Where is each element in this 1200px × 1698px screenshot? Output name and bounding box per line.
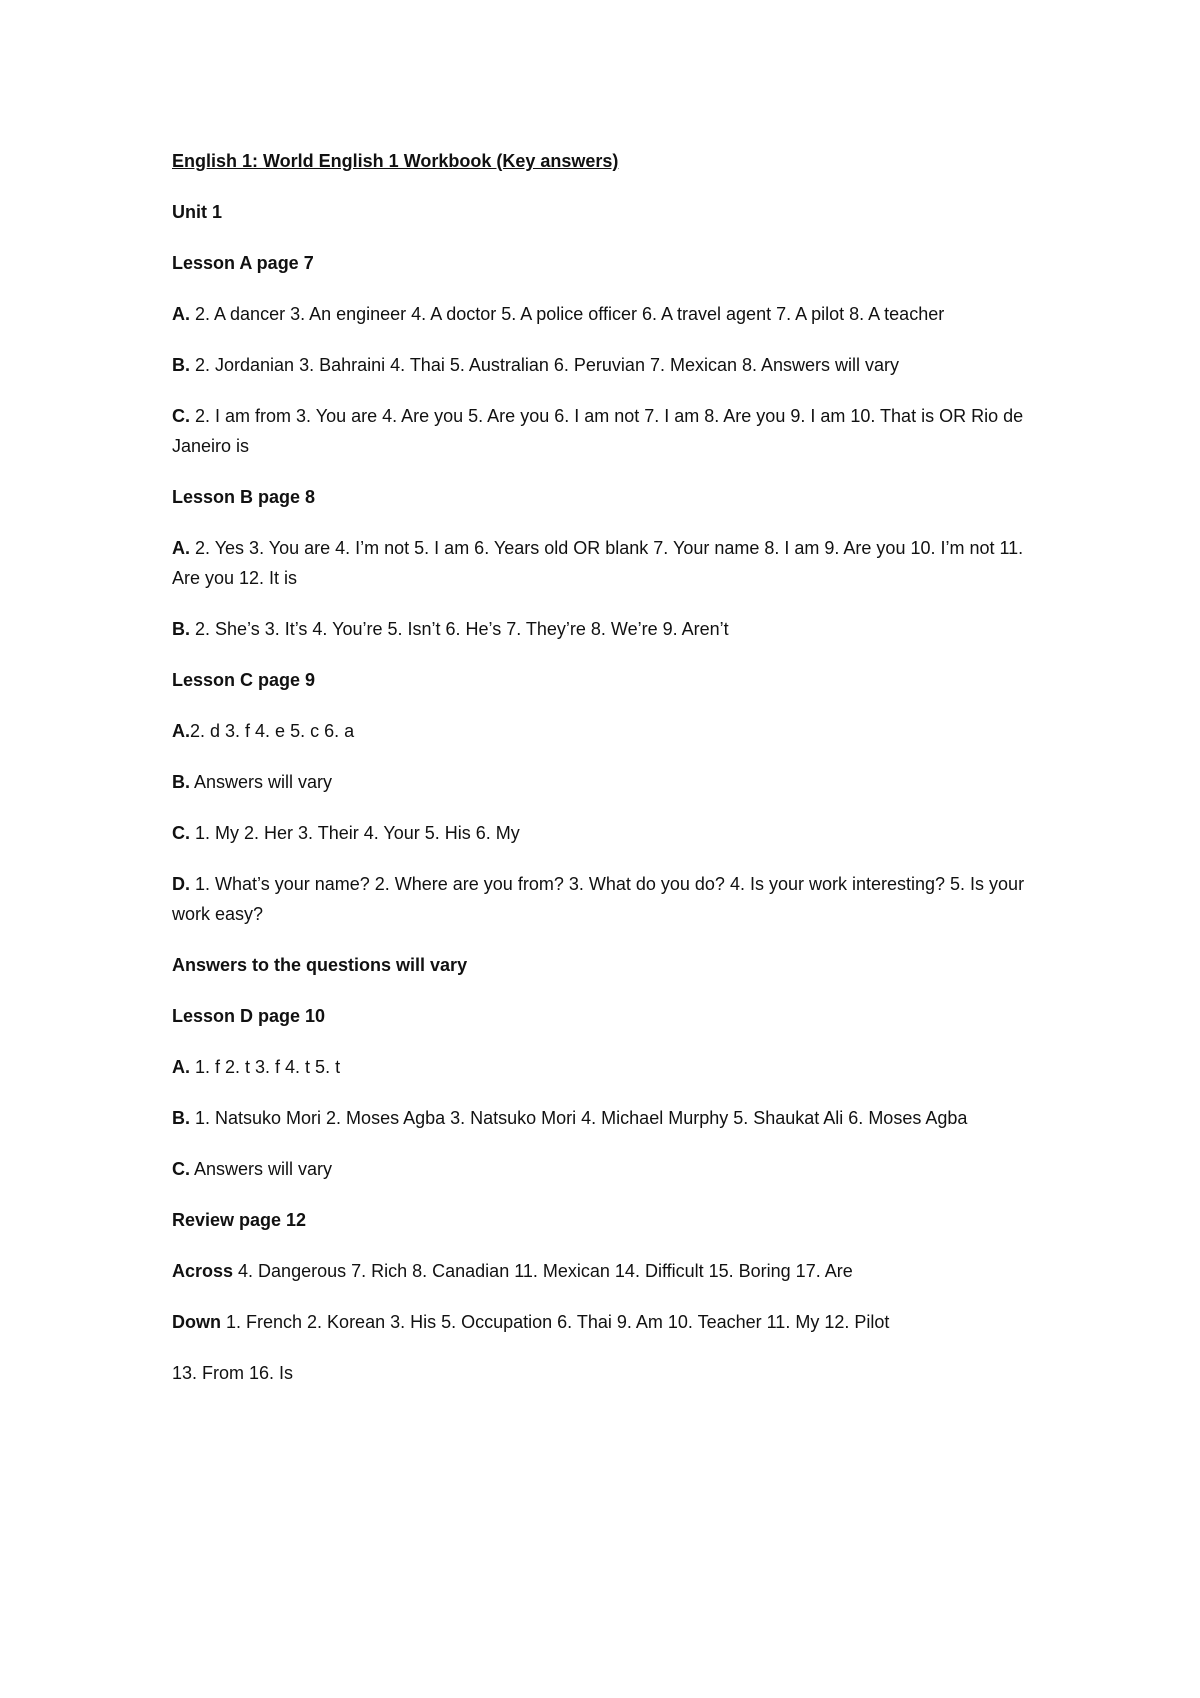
lesson-c-answer-b: B. Answers will vary bbox=[172, 772, 333, 792]
lesson-c-note: Answers to the questions will vary bbox=[172, 955, 468, 975]
answer-key-page bbox=[172, 146, 1042, 1409]
unit-heading: Unit 1 bbox=[172, 202, 223, 222]
lesson-c-answer-a: A.2. d 3. f 4. e 5. c 6. a bbox=[172, 721, 355, 741]
lesson-c-answer-d: D. 1. What’s your name? 2. Where are you from? 3. What do you do? 4. Is your work interesting? 5. Is your work easy? bbox=[172, 874, 1025, 924]
lesson-c-heading: Lesson C page 9 bbox=[172, 670, 316, 690]
lesson-c-answer-c: C. 1. My 2. Her 3. Their 4. Your 5. His 6. My bbox=[172, 823, 520, 843]
lesson-d-answer-a: A. 1. f 2. t 3. f 4. t 5. t bbox=[172, 1057, 341, 1077]
lesson-b-heading: Lesson B page 8 bbox=[172, 487, 316, 507]
review-heading: Review page 12 bbox=[172, 1210, 307, 1230]
document-title: English 1: World English 1 Workbook (Key answers) bbox=[172, 151, 619, 171]
lesson-a-answer-a: A. 2. A dancer 3. An engineer 4. A doctor 5. A police officer 6. A travel agent 7. A pilot 8. A teacher bbox=[172, 304, 945, 324]
lesson-d-answer-c: C. Answers will vary bbox=[172, 1159, 333, 1179]
review-across: Across 4. Dangerous 7. Rich 8. Canadian 11. Mexican 14. Difficult 15. Boring 17. Are bbox=[172, 1261, 853, 1281]
lesson-b-answer-b: B. 2. She’s 3. It’s 4. You’re 5. Isn’t 6. He’s 7. They’re 8. We’re 9. Aren’t bbox=[172, 619, 729, 639]
lesson-d-heading: Lesson D page 10 bbox=[172, 1006, 326, 1026]
lesson-a-answer-c: C. 2. I am from 3. You are 4. Are you 5. Are you 6. I am not 7. I am 8. Are you 9. I am 10. That is OR Rio de Janeiro is bbox=[172, 406, 1024, 456]
lesson-a-answer-b: B. 2. Jordanian 3. Bahraini 4. Thai 5. Australian 6. Peruvian 7. Mexican 8. Answers will vary bbox=[172, 355, 900, 375]
review-down-continued: 13. From 16. Is bbox=[172, 1363, 294, 1383]
lesson-a-heading: Lesson A page 7 bbox=[172, 253, 314, 273]
lesson-b-answer-a: A. 2. Yes 3. You are 4. I’m not 5. I am 6. Years old OR blank 7. Your name 8. I am 9. Are you 10. I’m not 11. Are you 12. It is bbox=[172, 538, 1024, 588]
lesson-d-answer-b: B. 1. Natsuko Mori 2. Moses Agba 3. Natsuko Mori 4. Michael Murphy 5. Shaukat Ali 6. Moses Agba bbox=[172, 1108, 968, 1128]
review-down: Down 1. French 2. Korean 3. His 5. Occupation 6. Thai 9. Am 10. Teacher 11. My 12. Pilot bbox=[172, 1312, 890, 1332]
